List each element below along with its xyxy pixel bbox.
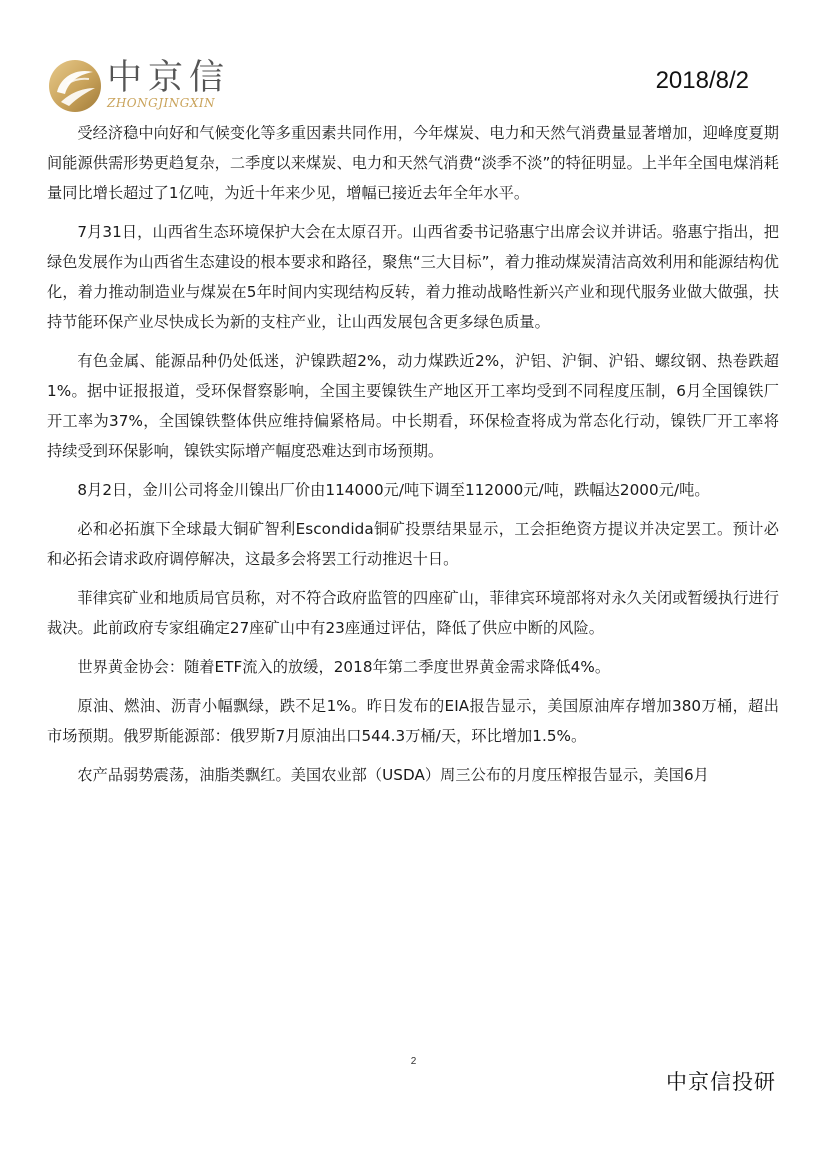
paragraph-jinchuan-nickel-price: 8月2日，金川公司将金川镍出厂价由114000元/吨下调至112000元/吨，跌幅达2000元/吨。	[77, 481, 710, 499]
zhongjingxin-logo-icon	[47, 58, 103, 114]
paragraph-nonferrous-metals: 有色金属、能源品种仍处低迷，沪镍跌超2%，动力煤跌近2%，沪铝、沪铜、沪铅、螺纹钢、热卷跌超1%。据中证报报道，受环保督察影响，全国主要镍铁生产地区开工率均受到不同程度压制，6月全国镍铁厂开工率为37%，全国镍铁整体供应维持偏紧格局。中长期看，环保检查将成为常态化行动，镍铁厂开工率将持续受到环保影响，镍铁实际增产幅度恐难达到市场预期。	[47, 352, 779, 460]
paragraph-escondida-strike: 必和必拓旗下全球最大铜矿智利Escondida铜矿投票结果显示，工会拒绝资方提议并决定罢工。预计必和必拓会请求政府调停解决，这最多会将罢工行动推迟十日。	[47, 520, 779, 568]
company-logo	[47, 58, 247, 118]
report-date: 2018/8/2	[655, 67, 749, 94]
report-body	[47, 118, 779, 799]
paragraph-philippines-mines: 菲律宾矿业和地质局官员称，对不符合政府监管的四座矿山，菲律宾环境部将对永久关闭或暂缓执行进行裁决。此前政府专家组确定27座矿山中有23座通过评估，降低了供应中断的风险。	[47, 589, 779, 637]
paragraph-shanxi-conference: 7月31日，山西省生态环境保护大会在太原召开。山西省委书记骆惠宁出席会议并讲话。骆惠宁指出，把绿色发展作为山西省生态建设的根本要求和路径，聚焦“三大目标”，着力推动煤炭清洁高效利用和能源结构优化，着力推动制造业与煤炭在5年时间内实现结构反转，着力推动战略性新兴产业和现代服务业做大做强，扶持节能环保产业尽快成长为新的支柱产业，让山西发展包含更多绿色质量。	[47, 223, 779, 331]
paragraph-energy-demand: 受经济稳中向好和气候变化等多重因素共同作用，今年煤炭、电力和天然气消费量显著增加，迎峰度夏期间能源供需形势更趋复杂，二季度以来煤炭、电力和天然气消费“淡季不淡”的特征明显。上半年全国电煤消耗量同比增长超过了1亿吨，为近十年来少见，增幅已接近去年全年水平。	[47, 124, 779, 202]
footer-brand: 中京信投研	[666, 1070, 776, 1094]
page-header	[0, 0, 827, 118]
paragraph-agriculture: 农产品弱势震荡，油脂类飘红。美国农业部（USDA）周三公布的月度压榨报告显示，美国6月	[77, 766, 709, 784]
page-number: 2	[410, 1056, 417, 1067]
paragraph-crude-oil: 原油、燃油、沥青小幅飘绿，跌不足1%。昨日发布的EIA报告显示，美国原油库存增加380万桶，超出市场预期。俄罗斯能源部：俄罗斯7月原油出口544.3万桶/天，环比增加1.5%。	[47, 697, 779, 745]
logo-english-name: ZHONGJINGXIN	[107, 96, 216, 110]
logo-chinese-name: 中京信	[107, 58, 231, 98]
paragraph-gold-demand: 世界黄金协会：随着ETF流入的放缓，2018年第二季度世界黄金需求降低4%。	[77, 658, 611, 676]
